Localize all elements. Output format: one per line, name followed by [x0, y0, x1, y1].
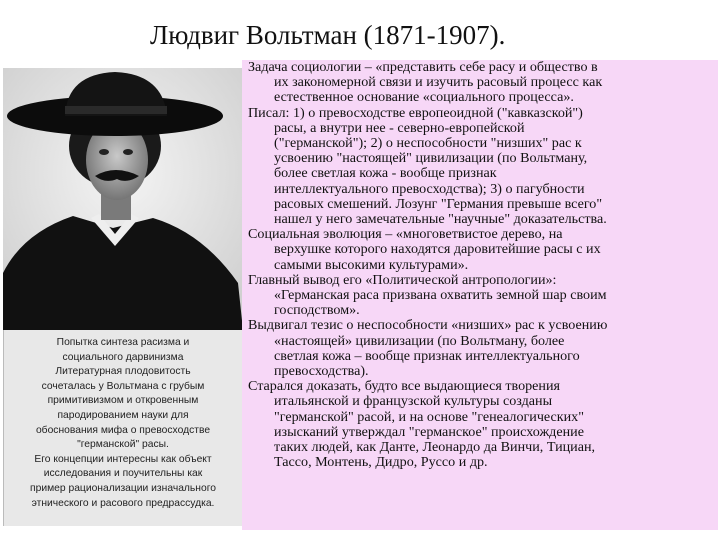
caption-line: обоснования мифа о превосходстве: [35, 424, 211, 436]
portrait-photo: [3, 68, 243, 330]
text-line: нашел у него замечательные "научные" доказательства.: [274, 211, 607, 228]
caption-line: исследования и поучительны как: [43, 468, 203, 480]
page-title: Людвиг Вольтман (1871-1907).: [150, 20, 506, 50]
caption-line: пример рационализации изначального: [30, 482, 216, 494]
text-line: естественное основание «социального процесса».: [274, 89, 574, 106]
text-line: Главный вывод его «Политической антропологии»:: [248, 271, 557, 288]
paragraph-tried-to-prove: [248, 379, 714, 470]
text-line: Выдвигал тезис о неспособности «низших» рас к усвоению: [248, 317, 608, 334]
caption-line: Литературная плодовитость: [55, 366, 191, 378]
text-line: интеллектуального превосходства); 3) о пагубности: [274, 180, 585, 197]
text-line: итальянской и французской культуры созданы: [274, 393, 553, 410]
text-line: Старался доказать, будто все выдающиеся творения: [248, 378, 560, 395]
text-line: Писал: 1) о превосходстве европеоидной ("кавказской"): [248, 104, 583, 121]
text-line: «Германская раса призвана охватить земной шар своим: [274, 287, 607, 304]
body-text-panel: [242, 60, 718, 530]
caption-line: примитивизмом и откровенным: [47, 395, 199, 407]
paragraph-thesis: [248, 318, 714, 379]
caption-line: пародированием науки для: [57, 409, 189, 421]
text-line: их закономерной связи и изучить расовый процесс как: [274, 74, 603, 91]
text-line: превосходства).: [274, 363, 369, 380]
paragraph-main-conclusion: [248, 273, 714, 319]
text-line: "германской" расой, и на основе "генеалогических": [274, 408, 584, 425]
paragraph-task: [248, 60, 714, 106]
text-line: расы, а внутри нее - северно-европейской: [274, 119, 525, 136]
portrait-photo-icon: [3, 68, 243, 330]
text-line: Тассо, Монтень, Дидро, Руссо и др.: [274, 454, 488, 471]
caption-line: Попытка синтеза расизма и: [56, 337, 190, 348]
caption-line: "германской" расы.: [77, 439, 169, 451]
caption-line: этнического и расового предрассудка.: [31, 497, 215, 509]
caption-box: [3, 330, 243, 526]
text-line: верхушке которого находятся даровитейшие расы с их: [274, 241, 601, 258]
text-line: изысканий утверждал "германское" происхождение: [274, 423, 584, 440]
text-line: ("германской"); 2) о неспособности "низших" рас к: [274, 135, 582, 152]
caption-line: социального дарвинизма: [62, 351, 184, 363]
text-line: «настоящей» цивилизации (по Вольтману, более: [274, 332, 565, 349]
text-line: более светлая кожа - вообще признак: [274, 165, 497, 182]
caption-line: сочеталась у Вольтмана с грубым: [41, 380, 205, 392]
text-line: светлая кожа – вообще признак интеллектуального: [274, 347, 580, 364]
text-line: Задача социологии – «представить себе расу и общество в: [248, 59, 598, 75]
text-line: таких людей, как Данте, Леонардо да Винчи, Тициан,: [274, 439, 596, 456]
text-line: самыми высокими культурами».: [274, 256, 469, 273]
text-line: Социальная эволюция – «многоветвистое дерево, на: [248, 226, 563, 243]
paragraph-wrote: [248, 106, 714, 228]
caption-line: Его концепции интересны как объект: [34, 453, 212, 465]
text-line: расовых смешений. Лозунг "Германия превыше всего": [274, 195, 603, 212]
paragraph-evolution: [248, 227, 714, 273]
text-line: усвоению "настоящей" цивилизации (по Вольтману,: [274, 150, 588, 167]
text-line: господством».: [274, 302, 360, 319]
